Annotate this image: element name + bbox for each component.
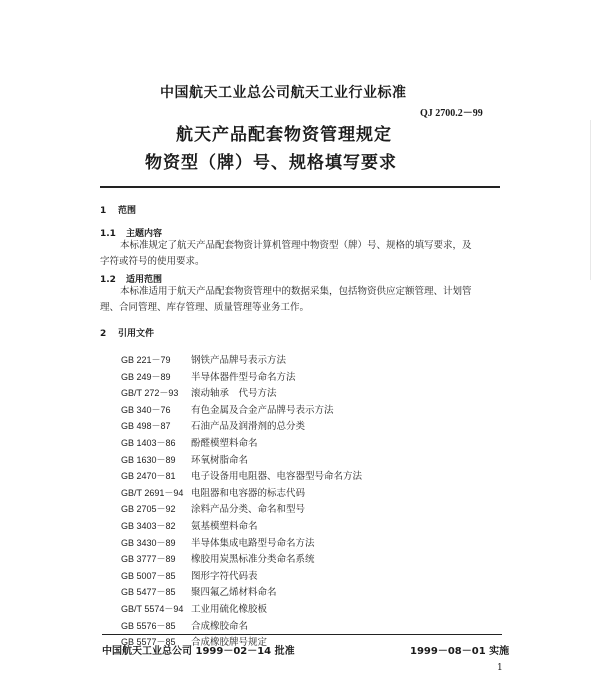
reference-title: 石油产品及润滑剂的总分类 [191, 421, 306, 433]
reference-title: 有色金属及合金产品牌号表示方法 [191, 404, 334, 416]
standard-code: QJ 2700.2－99 [420, 108, 483, 119]
implementation-date: 1999－08－01 实施 [410, 646, 510, 657]
reference-item [121, 568, 362, 585]
reference-item [121, 369, 362, 386]
section-number: 1.1 [100, 229, 116, 239]
section-title: 范围 [118, 206, 137, 216]
section-title: 引用文件 [118, 329, 155, 339]
reference-title: 半导体集成电路型号命名方法 [191, 537, 315, 549]
section-1-1-text-line2: 字符或符号的使用要求。 [100, 256, 205, 267]
reference-title: 滚动轴承 代号方法 [191, 388, 277, 400]
reference-code: GB 3403－82 [121, 520, 176, 531]
reference-title: 半导体器件型号命名方法 [191, 371, 296, 383]
section-1-heading [100, 203, 136, 216]
reference-title: 涂料产品分类、命名和型号 [191, 504, 306, 516]
reference-item [121, 452, 362, 469]
section-number: 2 [100, 329, 107, 339]
section-number: 1 [100, 206, 107, 216]
footer-divider [102, 634, 502, 635]
reference-title: 钢铁产品牌号表示方法 [191, 355, 287, 366]
reference-code: GB 221－79 [121, 355, 171, 365]
reference-title: 合成橡胶命名 [191, 620, 249, 632]
reference-title: 图形字符代码表 [191, 570, 258, 582]
reference-code: GB/T 272－93 [121, 388, 179, 399]
header-divider [100, 186, 500, 188]
organization-standard-heading: 中国航天工业总公司航天工业行业标准 [160, 85, 407, 101]
reference-item [121, 618, 362, 635]
reference-code: GB/T 2691－94 [121, 487, 184, 498]
scan-edge-mark [590, 120, 591, 280]
reference-item [121, 468, 362, 485]
reference-title: 电阻器和电容器的标志代码 [191, 487, 306, 499]
section-title: 主题内容 [126, 229, 163, 239]
document-title-line2: 物资型（牌）号、规格填写要求 [145, 153, 397, 173]
section-2-heading [100, 326, 154, 339]
reference-item [121, 435, 362, 452]
reference-code: GB 2470－81 [121, 471, 176, 482]
reference-item [121, 385, 362, 402]
reference-title: 橡胶用炭黑标准分类命名系统 [191, 554, 315, 566]
reference-code: GB 5007－85 [121, 570, 176, 581]
reference-code: GB 249－89 [121, 371, 171, 382]
reference-item [121, 518, 362, 535]
section-1-1-text-line1: 本标准规定了航天产品配套物资计算机管理中物资型（牌）号、规格的填写要求，及 [120, 240, 472, 251]
reference-code: GB 5577－85 [121, 637, 176, 648]
reference-item [121, 485, 362, 502]
approval-date: 中国航天工业总公司 1999－02－14 批准 [102, 646, 295, 657]
page-number: 1 [497, 663, 503, 673]
reference-code: GB 5477－85 [121, 587, 176, 598]
reference-code: GB 5576－85 [121, 620, 176, 631]
reference-code: GB 498－87 [121, 421, 171, 432]
reference-item [121, 601, 362, 618]
reference-item [121, 402, 362, 419]
section-1-2-text-line2: 理、合同管理、库存管理、质量管理等业务工作。 [100, 302, 310, 313]
section-1-2-text-line1: 本标准适用于航天产品配套物资管理中的数据采集，包括物资供应定额管理、计划管 [120, 286, 472, 297]
reference-item [121, 352, 362, 369]
reference-title: 氨基模塑料命名 [191, 520, 258, 532]
reference-code: GB 1630－89 [121, 454, 176, 465]
reference-code: GB 3430－89 [121, 537, 176, 548]
reference-item [121, 418, 362, 435]
document-title-line1: 航天产品配套物资管理规定 [176, 125, 392, 145]
reference-item [121, 584, 362, 601]
reference-item [121, 551, 362, 568]
reference-title: 合成橡胶牌号规定 [191, 637, 268, 649]
reference-code: GB 2705－92 [121, 504, 176, 515]
reference-code: GB 3777－89 [121, 554, 176, 565]
reference-item [121, 501, 362, 518]
reference-item [121, 535, 362, 552]
reference-title: 聚四氟乙烯材料命名 [191, 587, 277, 599]
section-title: 适用范围 [126, 275, 163, 285]
reference-list [121, 352, 362, 651]
reference-code: GB/T 5574－94 [121, 603, 184, 614]
section-number: 1.2 [100, 275, 116, 285]
reference-title: 电子设备用电阻器、电容器型号命名方法 [191, 471, 363, 483]
reference-title: 酚醛模塑料命名 [191, 437, 258, 449]
reference-title: 工业用硫化橡胶板 [191, 603, 268, 615]
reference-code: GB 340－76 [121, 404, 171, 415]
reference-title: 环氧树脂命名 [191, 454, 249, 466]
reference-code: GB 1403－86 [121, 437, 176, 448]
